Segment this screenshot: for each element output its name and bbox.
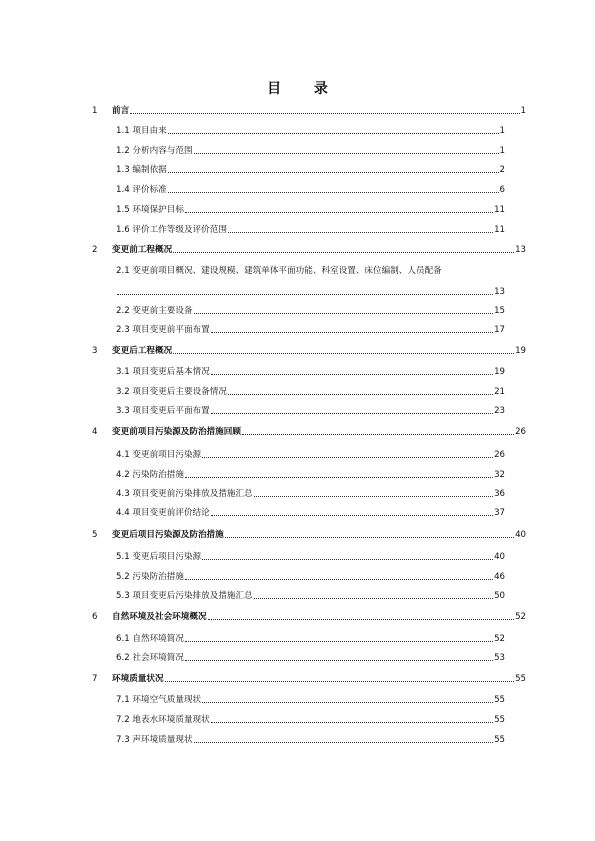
toc-entry[interactable] (116, 286, 505, 298)
toc-leader-dots (228, 386, 493, 395)
toc-leader-dots (211, 714, 493, 723)
toc-entry[interactable] (116, 590, 505, 602)
toc-entry-page: 55 (494, 715, 505, 725)
toc-leader-dots (228, 224, 493, 233)
toc-leader-dots (130, 105, 519, 114)
toc-entry[interactable] (116, 488, 505, 500)
toc-leader-dots (173, 244, 514, 253)
toc-entry[interactable] (116, 184, 505, 196)
toc-leader-dots (254, 590, 493, 599)
toc-entry-title: 1.4 评价标准 (116, 185, 167, 195)
toc-entry-number: 5 (92, 530, 98, 540)
toc-entry-number: 3 (92, 346, 98, 356)
toc-entry-page: 46 (494, 572, 505, 582)
toc-entry[interactable] (92, 105, 526, 117)
toc-entry-title: 3.2 项目变更后主要设备情况 (116, 387, 227, 397)
toc-entry[interactable] (116, 571, 505, 583)
toc-entry-page: 55 (515, 674, 526, 684)
toc-entry[interactable] (116, 652, 505, 664)
toc-entry[interactable] (116, 145, 505, 157)
toc-entry[interactable] (92, 426, 526, 438)
toc-entry-number: 4 (92, 427, 98, 437)
toc-title: 目 录 (267, 81, 342, 97)
toc-entry-title: 3.3 项目变更后平面布置 (116, 406, 210, 416)
toc-leader-dots (185, 571, 493, 580)
toc-entry-page: 55 (494, 695, 505, 705)
toc-entry-title: 前言 (112, 106, 130, 116)
toc-entry[interactable] (116, 405, 505, 417)
toc-leader-dots (211, 366, 493, 375)
toc-entry[interactable] (116, 386, 505, 398)
toc-leader-dots (168, 125, 499, 134)
toc-leader-dots (185, 652, 493, 661)
toc-entry-title: 4.2 污染防治措施 (116, 470, 184, 480)
toc-entry-title: 1.1 项目由来 (116, 126, 167, 136)
toc-entry-page: 6 (499, 185, 505, 195)
toc-leader-dots (168, 164, 499, 173)
toc-entry[interactable] (116, 714, 505, 726)
toc-entry-title: 变更后项目污染源及防治措施 (112, 530, 224, 540)
toc-entry-title: 6.2 社会环境简况 (116, 653, 184, 663)
toc-entry-title: 变更前工程概况 (112, 245, 173, 255)
toc-entry-title: 变更前项目污染源及防治措施回顾 (112, 427, 241, 437)
toc-leader-dots (225, 529, 514, 538)
toc-entry-page: 53 (494, 653, 505, 663)
toc-entry-title: 6.1 自然环境简况 (116, 634, 184, 644)
toc-entry[interactable] (116, 469, 505, 481)
toc-entry-page: 26 (515, 427, 526, 437)
toc-entry-title: 2.2 变更前主要设备 (116, 306, 193, 316)
toc-entry[interactable] (92, 244, 526, 256)
toc-entry-page: 13 (515, 245, 526, 255)
toc-entry-title: 变更后工程概况 (112, 346, 173, 356)
toc-entry[interactable] (116, 633, 505, 645)
toc-leader-dots (202, 694, 493, 703)
toc-entry-page: 19 (515, 346, 526, 356)
toc-entry-page: 23 (494, 406, 505, 416)
toc-entry-page: 40 (515, 530, 526, 540)
toc-entry[interactable] (116, 551, 505, 563)
toc-entry-number: 7 (92, 674, 98, 684)
toc-entry-title: 5.3 项目变更后污染排放及措施汇总 (116, 591, 253, 601)
toc-entry-page: 50 (494, 591, 505, 601)
toc-leader-dots (194, 734, 494, 743)
toc-entry[interactable] (116, 204, 505, 216)
toc-entry-page: 55 (494, 735, 505, 745)
toc-leader-dots (211, 507, 493, 516)
toc-entry-page: 40 (494, 552, 505, 562)
toc-leader-dots (194, 305, 494, 314)
toc-entry[interactable] (116, 305, 505, 317)
toc-entry[interactable] (116, 224, 505, 236)
toc-entry-page: 21 (494, 387, 505, 397)
toc-entry-number: 1 (92, 106, 98, 116)
toc-leader-dots (168, 184, 499, 193)
toc-entry-page: 37 (494, 508, 505, 518)
toc-entry-title: 4.1 变更前项目污染源 (116, 450, 202, 460)
toc-leader-dots (173, 345, 514, 354)
toc-leader-dots (194, 145, 499, 154)
toc-entry-title: 2.3 项目变更前平面布置 (116, 325, 210, 335)
toc-entry[interactable] (116, 449, 505, 461)
toc-entry-title: 1.6 评价工作等级及评价范围 (116, 225, 227, 235)
toc-entry-number: 6 (92, 612, 98, 622)
toc-entry[interactable] (92, 345, 526, 357)
toc-leader-dots (185, 204, 493, 213)
toc-entry-page: 15 (494, 306, 505, 316)
toc-entry[interactable] (116, 125, 505, 137)
toc-entry-title: 2.1 变更前项目概况、建设规模、建筑单体平面功能、科室设置、床位编制、人员配备 (116, 266, 442, 276)
toc-leader-dots (208, 611, 515, 620)
toc-entry-page: 19 (494, 367, 505, 377)
toc-entry-title: 5.2 污染防治措施 (116, 572, 184, 582)
toc-entry-page: 36 (494, 489, 505, 499)
toc-entry[interactable] (92, 611, 526, 623)
toc-entry-title: 7.2 地表水环境质量现状 (116, 715, 210, 725)
toc-entry-page: 17 (494, 325, 505, 335)
toc-entry-title: 7.1 环境空气质量现状 (116, 695, 202, 705)
toc-entry[interactable] (92, 529, 526, 541)
toc-entry-page: 11 (494, 205, 505, 215)
toc-entry-page: 26 (494, 450, 505, 460)
toc-entry[interactable] (116, 164, 505, 176)
toc-entry-title: 1.3 编制依据 (116, 165, 167, 175)
toc-entry-page: 1 (499, 126, 505, 136)
toc-entry-title: 1.2 分析内容与范围 (116, 146, 193, 156)
toc-entry-title: 4.3 项目变更前污染排放及措施汇总 (116, 489, 253, 499)
toc-entry[interactable] (116, 734, 505, 746)
toc-entry-title: 环境质量状况 (112, 674, 164, 684)
toc-entry-page: 1 (499, 146, 505, 156)
toc-entry-title: 7.3 声环境质量现状 (116, 735, 193, 745)
toc-leader-dots (242, 426, 514, 435)
toc-entry[interactable] (116, 324, 505, 336)
toc-entry-title: 自然环境及社会环境概况 (112, 612, 207, 622)
toc-entry-page: 13 (494, 287, 505, 297)
toc-leader-dots (202, 551, 493, 560)
toc-entry[interactable] (116, 507, 505, 519)
toc-entry[interactable] (116, 366, 505, 378)
toc-entry-number: 2 (92, 245, 98, 255)
toc-entry-title: 4.4 项目变更前评价结论 (116, 508, 210, 518)
toc-leader-dots (211, 324, 493, 333)
toc-entry-page: 52 (515, 612, 526, 622)
toc-leader-dots (202, 449, 493, 458)
toc-entry-title: 1.5 环境保护目标 (116, 205, 184, 215)
toc-leader-dots (211, 405, 493, 414)
toc-entry-page: 2 (499, 165, 505, 175)
toc-leader-dots (254, 488, 493, 497)
toc-leader-dots (165, 673, 514, 682)
toc-entry[interactable] (92, 673, 526, 685)
toc-leader-dots (117, 286, 493, 295)
toc-leader-dots (185, 633, 493, 642)
toc-entry-title: 5.1 变更后项目污染源 (116, 552, 202, 562)
toc-entry-page: 1 (520, 106, 526, 116)
toc-entry[interactable] (116, 694, 505, 706)
toc-entry-title: 3.1 项目变更后基本情况 (116, 367, 210, 377)
toc-entry-page: 11 (494, 225, 505, 235)
toc-leader-dots (185, 469, 493, 478)
toc-entry-page: 32 (494, 470, 505, 480)
toc-entry-page: 52 (494, 634, 505, 644)
